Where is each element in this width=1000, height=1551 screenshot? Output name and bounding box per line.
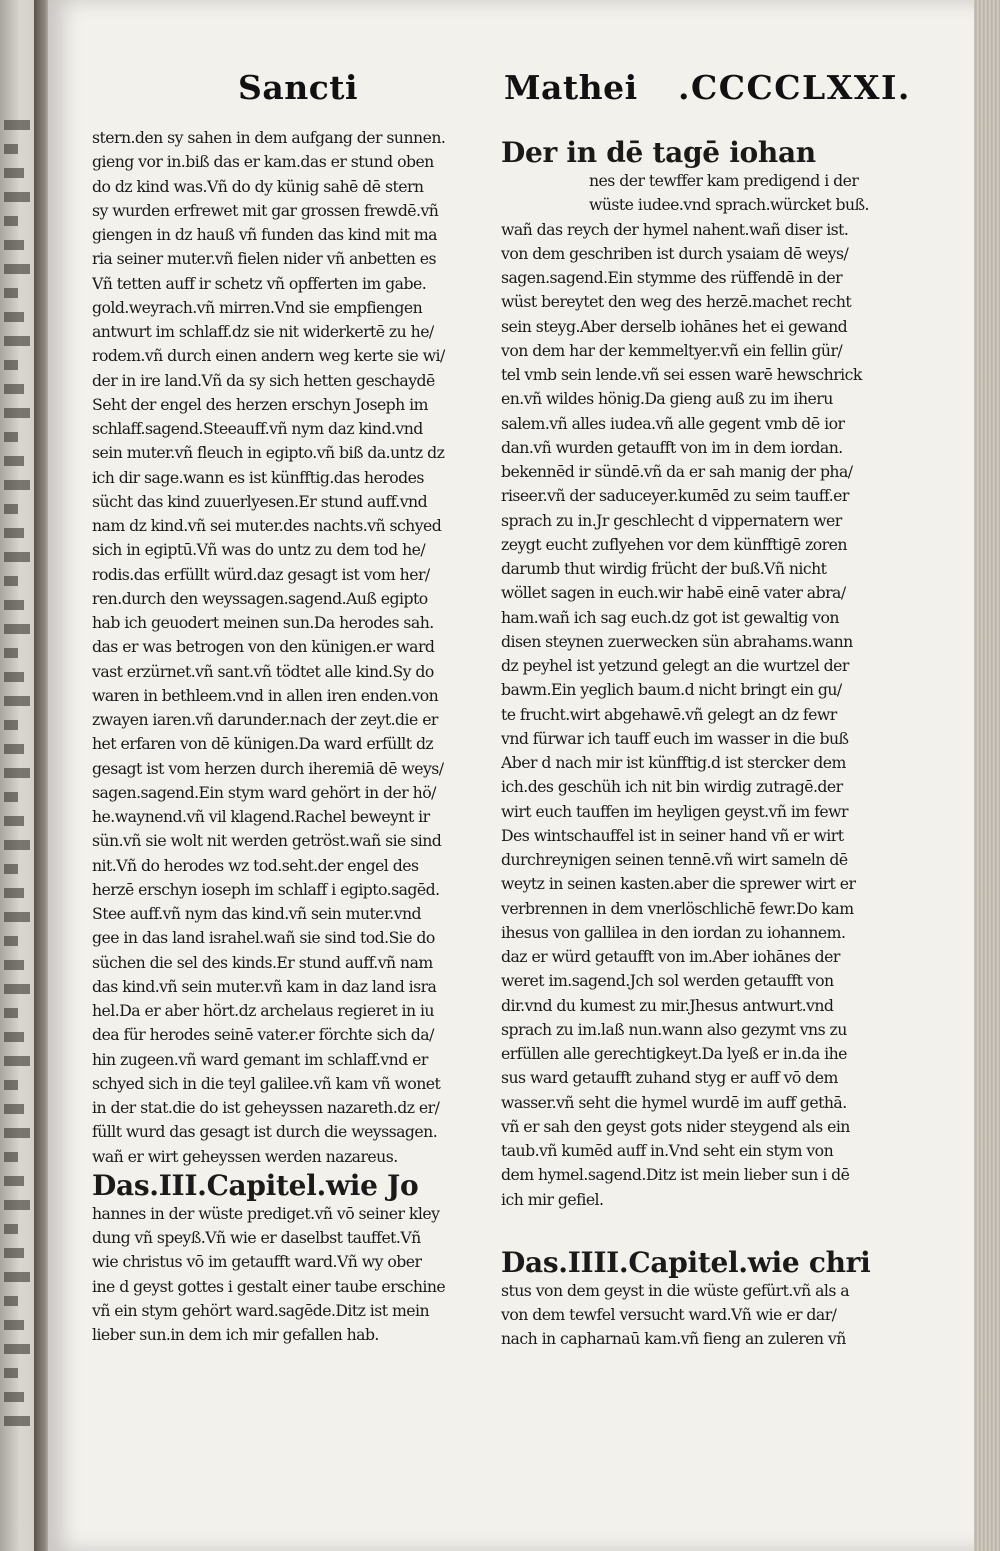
text-line: weytz in seinen kasten.aber die sprewer wirt er: [501, 874, 856, 894]
facing-page-text-trace: [4, 936, 18, 946]
facing-page-text-trace: [4, 504, 18, 514]
text-line: ich mir gefiel.: [501, 1189, 604, 1209]
facing-page-text-trace: [4, 1080, 18, 1090]
text-line: taub.vñ kumēd auff in.Vnd seht ein stym von: [501, 1141, 834, 1160]
facing-page-text-trace: [4, 312, 24, 322]
initial-heading: Der in dē tagē iohan: [501, 136, 816, 169]
paragraph-gap: [501, 1212, 871, 1246]
book-page: [48, 0, 978, 1551]
text-line: ich.des geschüh ich nit bin wirdig zutragē.der: [501, 777, 843, 797]
facing-page-text-trace: [4, 744, 24, 754]
text-line: gesagt ist vom herzen durch iheremiā dē weys/: [92, 758, 444, 778]
facing-page-text-trace: [4, 1032, 24, 1042]
text-line: waren in bethleem.vnd in allen iren enden.von: [92, 685, 439, 705]
text-line: nes der tewffer kam predigend i der: [589, 171, 859, 190]
text-line: sein steyg.Aber derselb iohānes het ei gewand: [501, 316, 848, 336]
text-line: gee in das land israhel.wañ sie sind tod.Sie do: [92, 928, 435, 948]
facing-page-text-trace: [4, 120, 30, 130]
text-line: het erfaren von dē künigen.Da ward erfüllt dz: [92, 734, 434, 754]
facing-page-text-trace: [4, 264, 30, 274]
text-line: zeygt eucht zuflyehen vor dem künfftigē zoren: [501, 534, 847, 554]
text-line: sich in egiptū.Vñ was do untz zu dem tod he/: [92, 540, 426, 560]
text-line: vñ er sah den geyst gots nider steygend als ein: [501, 1116, 850, 1136]
facing-page-text-trace: [4, 912, 30, 922]
facing-page-text-trace: [4, 288, 18, 298]
text-line: sücht das kind zuuerlyesen.Er stund auff.vnd: [92, 491, 428, 511]
text-line: wüst bereytet den weg des herzē.machet recht: [501, 292, 852, 312]
facing-page-text-trace: [4, 1392, 24, 1402]
text-line: dan.vñ wurden getaufft von im in dem iordan.: [501, 437, 843, 457]
text-line: stern.den sy sahen in dem aufgang der sunnen.: [92, 128, 446, 147]
text-line: hel.Da er aber hört.dz archelaus regieret in iu: [92, 1001, 434, 1020]
text-line: hin zugeen.vñ ward gemant im schlaff.vnd er: [92, 1049, 428, 1069]
text-line: ihesus von gallilea in den iordan zu iohannem.: [501, 922, 846, 942]
text-line: rodem.vñ durch einen andern weg kerte sie wi/: [92, 346, 445, 366]
facing-page-text-trace: [4, 1008, 18, 1018]
text-line: das kind.vñ sein muter.vñ kam in daz land isra: [92, 976, 437, 996]
text-line: dz peyhel ist yetzund gelegt an die wurtzel der: [501, 656, 849, 675]
text-line: giengen in dz hauß vñ funden das kind mit ma: [92, 225, 437, 244]
text-line: wirt euch tauffen im heyligen geyst.vñ im fewr: [501, 801, 848, 821]
text-line: vnd fürwar ich tauff euch im wasser in die buß: [501, 728, 849, 748]
facing-page-text-trace: [4, 648, 18, 658]
text-line: vñ ein stym gehört ward.sagēde.Ditz ist mein: [92, 1300, 430, 1320]
text-line: gieng vor in.biß das er kam.das er stund oben: [92, 152, 434, 172]
text-line: Aber d nach mir ist künfftig.d ist stercker dem: [501, 753, 846, 772]
facing-page-text-trace: [4, 960, 24, 970]
text-line: stus von dem geyst in die wüste gefürt.vñ als a: [501, 1280, 850, 1300]
text-line: wañ er wirt geheyssen werden nazareus.: [92, 1146, 398, 1166]
text-line: erfüllen alle gerechtigkeyt.Da lyeß er in.da ihe: [501, 1044, 847, 1063]
text-line: schlaff.sagend.Steeauff.vñ nym daz kind.vnd: [92, 419, 423, 438]
facing-page-text-trace: [4, 816, 24, 826]
facing-page-text-trace: [4, 168, 24, 178]
facing-page-text-trace: [4, 888, 24, 898]
text-line: der in ire land.Vñ da sy sich hetten geschaydē: [92, 370, 435, 390]
text-line: riseer.vñ der saduceyer.kumēd zu seim tauff.er: [501, 486, 849, 506]
text-line: dem hymel.sagend.Ditz ist mein lieber sun i dē: [501, 1165, 850, 1185]
running-head-left: Sancti: [238, 68, 359, 107]
text-line: durchreynigen seinen tennē.vñ wirt sameln dē: [501, 850, 848, 869]
facing-page-text-trace: [4, 1056, 30, 1066]
text-line: ich dir sage.wann es ist künfftig.das herodes: [92, 467, 424, 487]
text-line: en.vñ wildes hönig.Da gieng auß zu im iheru: [501, 389, 833, 409]
text-line: dir.vnd du kumest zu mir.Jhesus antwurt.vnd: [501, 995, 834, 1015]
text-line: von dem har der kemmeltyer.vñ ein fellin gür/: [501, 340, 843, 360]
facing-page-text-trace: [4, 720, 18, 730]
text-line: hannes in der wüste prediget.vñ vō seiner kley: [92, 1203, 440, 1223]
facing-page-text-trace: [4, 1344, 30, 1354]
facing-page-text-trace: [4, 576, 18, 586]
text-line: rodis.das erfüllt würd.daz gesagt ist vom her/: [92, 564, 430, 584]
text-line: weret im.sagend.Jch sol werden getaufft von: [501, 971, 834, 991]
folio-number: .CCCCLXXI.: [678, 68, 911, 107]
facing-page-text-trace: [4, 1296, 18, 1306]
text-line: sy wurden erfrewet mit gar grossen frewdē.vñ: [92, 200, 439, 220]
text-line: sün.vñ sie wolt nit werden getröst.wañ sie sind: [92, 831, 442, 851]
text-line: wañ das reych der hymel nahent.wañ diser ist.: [501, 219, 849, 239]
text-line: herzē erschyn ioseph im schlaff i egipto.sagēd.: [92, 879, 440, 899]
facing-page-text-trace: [4, 1416, 30, 1426]
facing-page-text-trace: [4, 1224, 18, 1234]
text-line: ria seiner muter.vñ fielen nider vñ anbetten es: [92, 249, 436, 269]
facing-page-text-trace: [4, 840, 30, 850]
text-line: salem.vñ alles iudea.vñ alle gegent vmb dē ior: [501, 413, 845, 433]
text-line: sein muter.vñ fleuch in egipto.vñ biß da.untz dz: [92, 443, 445, 463]
text-line: nach in capharnaū kam.vñ fieng an zuleren vñ: [501, 1329, 846, 1349]
facing-page-text-trace: [4, 1320, 24, 1330]
text-line: von dem tewfel versucht ward.Vñ wie er dar/: [501, 1305, 837, 1324]
facing-page-text-trace: [4, 1128, 30, 1138]
facing-page-text-trace: [4, 672, 24, 682]
facing-page-text-trace: [4, 216, 18, 226]
text-line: nit.Vñ do herodes wz tod.seht.der engel des: [92, 855, 419, 875]
facing-page-text-trace: [4, 144, 18, 154]
text-line: antwurt im schlaff.dz sie nit widerkertē zu he/: [92, 322, 434, 341]
text-line: te frucht.wirt abgehawē.vñ gelegt an dz fewr: [501, 704, 837, 724]
text-line: Seht der engel des herzen erschyn Joseph im: [92, 394, 428, 414]
facing-page-text-trace: [4, 864, 18, 874]
facing-page-text-trace: [4, 480, 30, 490]
text-line: wöllet sagen in euch.wir habē einē vater abra/: [501, 583, 846, 603]
facing-page-text-trace: [4, 1176, 24, 1186]
text-line: schyed sich in die teyl galilee.vñ kam vñ wonet: [92, 1073, 441, 1093]
facing-page-text-trace: [4, 408, 30, 418]
text-line: sus ward getaufft zuhand styg er auff vō dem: [501, 1068, 838, 1088]
text-line: dung vñ speyß.Vñ wie er daselbst tauffet.Vñ: [92, 1228, 421, 1247]
facing-page-text-trace: [4, 1152, 18, 1162]
text-line: hab ich geuodert meinen sun.Da herodes sah.: [92, 613, 434, 632]
facing-page-text-trace: [4, 240, 24, 250]
text-line: zwayen iaren.vñ darunder.nach der zeyt.die er: [92, 710, 438, 729]
text-line: bekennēd ir sündē.vñ da er sah manig der pha/: [501, 462, 853, 481]
text-line: das er was betrogen von den künigen.er ward: [92, 637, 435, 657]
text-line: füllt wurd das gesagt ist durch die weyssagen.: [92, 1122, 438, 1142]
text-line: disen steynen zuerwecken sün abrahams.wann: [501, 631, 853, 651]
facing-page-text-trace: [4, 456, 24, 466]
text-line: Vñ tetten auff ir schetz vñ opfferten im gabe.: [92, 273, 427, 293]
facing-page-text-trace: [4, 768, 30, 778]
chapter-3-summary: [92, 1202, 457, 1348]
facing-page-text-trace: [4, 384, 24, 394]
text-line: do dz kind was.Vñ do dy künig sahē dē stern: [92, 176, 424, 196]
left-text-column: [92, 126, 457, 1347]
text-line: Stee auff.vñ nym das kind.vñ sein muter.vnd: [92, 904, 422, 923]
text-line: sagen.sagend.Ein stymme des rüffendē in der: [501, 268, 843, 287]
facing-page-text-trace: [4, 1368, 18, 1378]
running-head-center: Mathei: [504, 68, 638, 107]
page-stack-edge: [974, 0, 1000, 1551]
text-line: gold.weyrach.vñ mirren.Vnd sie empfiengen: [92, 297, 423, 317]
facing-page-text-trace: [4, 1272, 30, 1282]
facing-page-text-trace: [4, 1248, 24, 1258]
text-line: ren.durch den weyssagen.sagend.Auß egipto: [92, 588, 428, 608]
text-line: nam dz kind.vñ sei muter.des nachts.vñ schyed: [92, 516, 442, 535]
chapter-4-summary: [501, 1279, 871, 1352]
text-line: ham.wañ ich sag euch.dz got ist gewaltig von: [501, 607, 839, 627]
facing-page-text-trace: [4, 1200, 30, 1210]
text-line: bawm.Ein yeglich baum.d nicht bringt ein gu/: [501, 680, 842, 700]
text-line: in der stat.die do ist geheyssen nazareth.dz er/: [92, 1098, 440, 1117]
facing-page-text-trace: [4, 600, 24, 610]
text-line: verbrennen in dem vnerlöschlichē fewr.Do kam: [501, 898, 854, 918]
text-line: he.waynend.vñ vil klagend.Rachel beweynt ir: [92, 807, 430, 826]
text-line: sagen.sagend.Ein stym ward gehört in der hö/: [92, 782, 436, 802]
chapter-heading-3: Das.III.Capitel.wie Jo: [92, 1168, 419, 1202]
text-line: wüste iudee.vnd sprach.würcket buß.: [589, 195, 869, 215]
text-line: daz er würd getaufft von im.Aber iohānes der: [501, 947, 840, 966]
facing-page-text-trace: [4, 1104, 24, 1114]
text-line: sprach zu in.Jr geschlecht d vippernatern wer: [501, 510, 842, 530]
text-line: wie christus vō im getaufft ward.Vñ wy ober: [92, 1252, 422, 1272]
text-line: wasser.vñ seht die hymel wurdē im auff gethā.: [501, 1092, 847, 1112]
text-line: sprach zu im.laß nun.wann also gezymt vns zu: [501, 1019, 847, 1039]
facing-page-text-trace: [4, 624, 30, 634]
facing-page-text-trace: [4, 696, 30, 706]
text-line: Des wintschauffel ist in seiner hand vñ er wirt: [501, 825, 844, 845]
facing-page-text-trace: [4, 336, 30, 346]
facing-page-text-trace: [4, 792, 18, 802]
text-line: tel vmb sein lende.vñ sei essen warē hewschrick: [501, 365, 862, 384]
text-line: lieber sun.in dem ich mir gefallen hab.: [92, 1325, 379, 1344]
facing-page-text-trace: [4, 984, 30, 994]
text-line: darumb thut wirdig frücht der buß.Vñ nicht: [501, 559, 827, 578]
text-line: süchen die sel des kinds.Er stund auff.vñ nam: [92, 952, 433, 972]
text-line: ine d geyst gottes i gestalt einer taube erschine: [92, 1276, 446, 1296]
text-line: dea für herodes seinē vater.er förchte sich da/: [92, 1025, 434, 1045]
facing-page-text-trace: [4, 192, 30, 202]
text-line: von dem geschriben ist durch ysaiam dē weys/: [501, 243, 849, 263]
right-column-body: [501, 169, 871, 1212]
left-column-body: [92, 126, 457, 1169]
facing-page-text-trace: [4, 432, 18, 442]
right-text-column: [501, 136, 871, 1352]
chapter-heading-4: Das.IIII.Capitel.wie chri: [501, 1245, 871, 1279]
facing-page-text-trace: [4, 552, 30, 562]
facing-page-text-trace: [4, 528, 24, 538]
text-line: vast erzürnet.vñ sant.vñ tödtet alle kind.Sy do: [92, 661, 434, 681]
facing-page-text-trace: [4, 360, 18, 370]
